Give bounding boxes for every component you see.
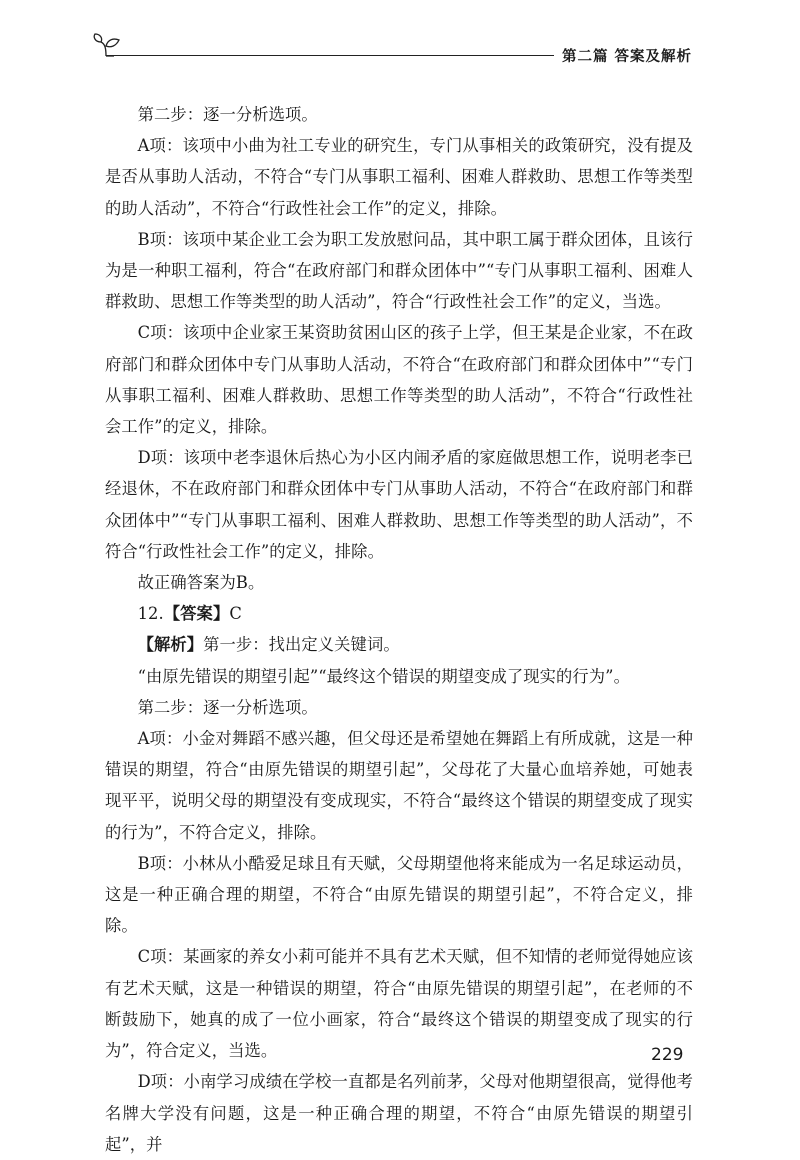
answer-label: 【答案】 bbox=[163, 604, 230, 624]
page-number: 229 bbox=[651, 1045, 684, 1065]
page-header bbox=[92, 30, 710, 70]
header-rule bbox=[106, 55, 554, 56]
paragraph: C项：某画家的养女小莉可能并不具有艺术天赋，但不知情的老师觉得她应该有艺术天赋，这是一种错误的期望，符合“由原先错误的期望引起”，在老师的不断鼓励下，她真的成了一位小画家，符合“最终这个错误的期望变成了现实的行为”，符合定义，当选。 bbox=[105, 947, 693, 1061]
paragraph: 第二步：逐一分析选项。 bbox=[137, 105, 318, 124]
paragraph: B项：该项中某企业工会为职工发放慰问品，其中职工属于群众团体，且该行为是一种职工福利，符合“在政府部门和群众团体中”“专门从事职工福利、困难人群救助、思想工作等类型的助人活动”，符合“行政性社会工作”的定义，当选。 bbox=[105, 229, 693, 312]
paragraph: D项：该项中老李退休后热心为小区内闹矛盾的家庭做思想工作，说明老李已经退休，不在政府部门和群众团体中专门从事助人活动，不符合“在政府部门和群众团体中”“专门从事职工福利、困难人群救助、思想工作等类型的助人活动”，不符合“行政性社会工作”的定义，排除。 bbox=[105, 448, 693, 561]
page-body bbox=[105, 99, 693, 1160]
paragraph: D项：小南学习成绩在学校一直都是名列前茅，父母对他期望很高，觉得他考名牌大学没有问题，这是一种正确合理的期望，不符合“由原先错误的期望引起”，并 bbox=[105, 1072, 693, 1154]
paragraph: A项：该项中小曲为社工专业的研究生，专门从事相关的政策研究，没有提及是否从事助人活动，不符合“专门从事职工福利、困难人群救助、思想工作等类型的助人活动”，不符合“行政性社会工作”的定义，排除。 bbox=[105, 136, 693, 218]
answer-line bbox=[105, 598, 693, 629]
sprout-icon bbox=[92, 30, 126, 64]
paragraph: A项：小金对舞蹈不感兴趣，但父母还是希望她在舞蹈上有所成就，这是一种错误的期望，符合“由原先错误的期望引起”，父母花了大量心血培养她，可她表现平平，说明父母的期望没有变成现实，不符合“最终这个错误的期望变成了现实的行为”，不符合定义，排除。 bbox=[105, 729, 693, 842]
paragraph: “由原先错误的期望引起”“最终这个错误的期望变成了现实的行为”。 bbox=[137, 666, 630, 686]
paragraph: 第二步：逐一分析选项。 bbox=[137, 697, 318, 717]
analysis-step1: 第一步：找出定义关键词。 bbox=[203, 635, 400, 655]
answer-value: C bbox=[229, 604, 242, 624]
paragraph: B项：小林从小酷爱足球且有天赋，父母期望他将来能成为一名足球运动员，这是一种正确合理的期望，不符合“由原先错误的期望引起”，不符合定义，排除。 bbox=[105, 853, 693, 936]
paragraph: 故正确答案为B。 bbox=[137, 573, 265, 593]
analysis-label: 【解析】 bbox=[137, 635, 204, 655]
analysis-line bbox=[105, 629, 693, 660]
section-title: 第二篇 答案及解析 bbox=[562, 49, 693, 65]
paragraph: C项：该项中企业家王某资助贫困山区的孩子上学，但王某是企业家，不在政府部门和群众团体中专门从事助人活动，不符合“在政府部门和群众团体中”“专门从事职工福利、困难人群救助、思想工作等类型的助人活动”，不符合“行政性社会工作”的定义，排除。 bbox=[105, 323, 693, 437]
question-number: 12. bbox=[137, 604, 164, 624]
